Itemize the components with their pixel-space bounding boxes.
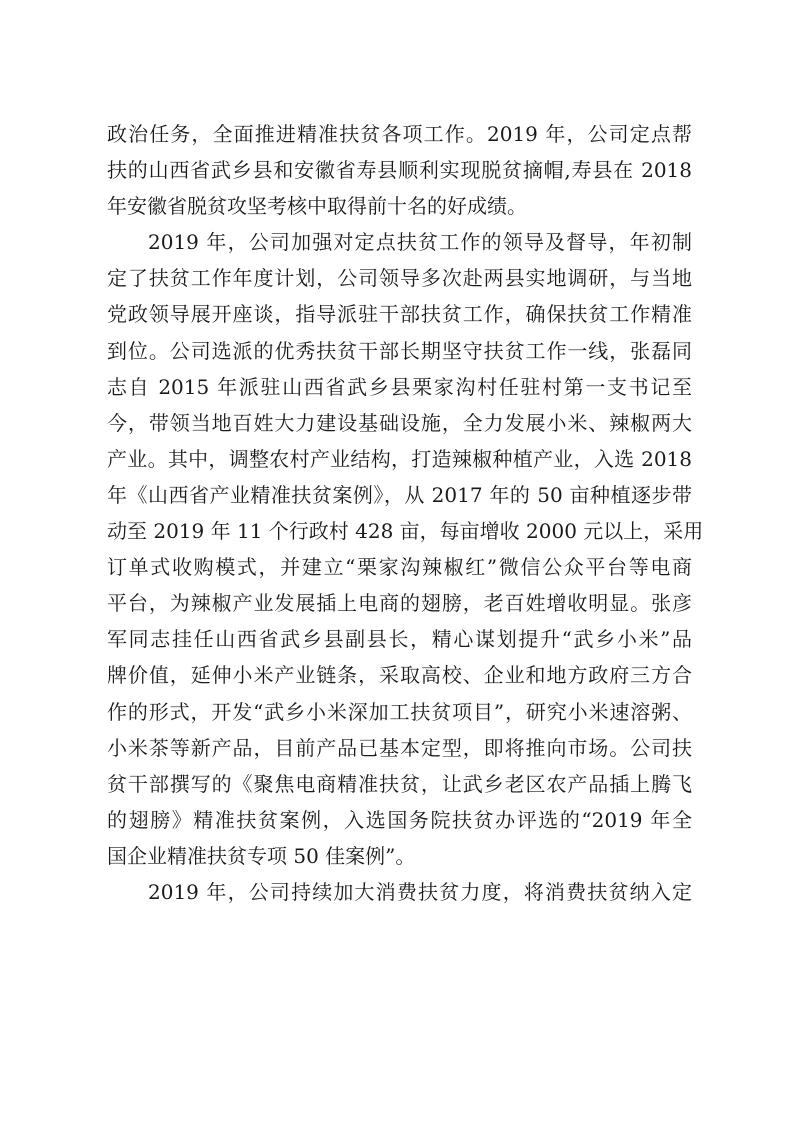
text-line: 的翅膀》精准扶贫案例，入选国务院扶贫办评选的“2019 年全 [107,807,692,832]
text-line: 扶的山西省武乡县和安徽省寿县顺利实现脱贫摘帽,寿县在 2018 [107,158,692,183]
text-line: 政治任务，全面推进精准扶贫各项工作。2019 年，公司定点帮 [107,122,692,146]
text-line: 年《山西省产业精准扶贫案例》，从 2017 年的 50 亩种植逐步带 [107,482,692,507]
paragraph [107,116,692,224]
text-line: 党政领导展开座谈，指导派驻干部扶贫工作，确保扶贫工作精准 [107,302,692,327]
text-line: 动至 2019 年 11 个行政村 428 亩，每亩增收 2000 元以上，采用 [107,519,704,544]
text-line: 2019 年，公司持续加大消费扶贫力度，将消费扶贫纳入定 [148,879,692,904]
text-line: 国企业精准扶贫专项 50 佳案例”。 [107,843,416,868]
text-line: 2019 年，公司加强对定点扶贫工作的领导及督导，年初制 [148,230,692,255]
text-line: 订单式收购模式，并建立“栗家沟辣椒红”微信公众平台等电商 [107,555,692,580]
text-line: 志自 2015 年派驻山西省武乡县栗家沟村任驻村第一支书记至 [107,374,692,399]
text-line: 牌价值，延伸小米产业链条，采取高校、企业和地方政府三方合 [107,663,692,688]
text-line: 定了扶贫工作年度计划，公司领导多次赴两县实地调研，与当地 [107,266,692,291]
text-line: 平台，为辣椒产业发展插上电商的翅膀，老百姓增收明显。张彦 [107,591,692,616]
paragraph [107,874,692,910]
text-line: 到位。公司选派的优秀扶贫干部长期坚守扶贫工作一线，张磊同 [107,338,692,363]
paragraph [107,224,704,874]
text-line: 贫干部撰写的《聚焦电商精准扶贫，让武乡老区农产品插上腾飞 [107,771,692,796]
text-line: 作的形式，开发“武乡小米深加工扶贫项目”，研究小米速溶粥、 [107,699,692,724]
text-line: 今，带领当地百姓大力建设基础设施，全力发展小米、辣椒两大 [107,410,692,435]
text-line: 军同志挂任山西省武乡县副县长，精心谋划提升“武乡小米”品 [107,627,692,652]
text-line: 产业。其中，调整农村产业结构，打造辣椒种植产业，入选 2018 [107,446,692,471]
text-line: 小米茶等新产品，目前产品已基本定型，即将推向市场。公司扶 [107,735,692,760]
text-line: 年安徽省脱贫攻坚考核中取得前十名的好成绩。 [107,194,527,219]
body-text [107,116,704,910]
